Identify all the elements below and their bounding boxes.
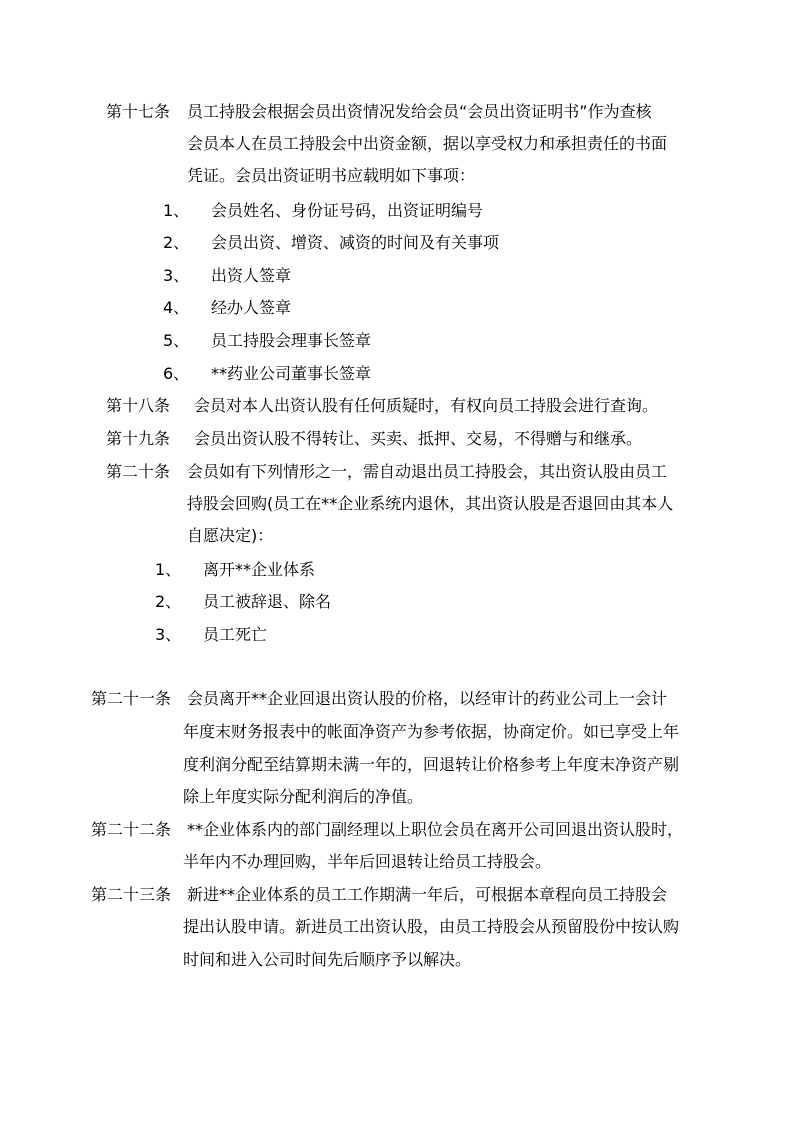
article-17-item-3-text: 出资人签章 (211, 266, 292, 285)
article-17-line-3: 凭证。会员出资证明书应载明如下事项： (187, 166, 476, 185)
article-21-line-2: 年度末财务报表中的帐面净资产为参考依据，协商定价。如已享受上年 (183, 722, 680, 741)
article-17-item-6-number: 6、 (163, 364, 190, 383)
article-17-item-1-number: 1、 (163, 201, 190, 220)
article-17-item-3-number: 3、 (163, 266, 190, 285)
article-21-line-1: 会员离开**企业回退出资认股的价格，以经审计的药业公司上一会计 (187, 689, 668, 708)
article-21-line-3: 度利润分配至结算期未满一年的，回退转让价格参考上年度末净资产剔 (183, 755, 680, 774)
article-23-line-3: 时间和进入公司时间先后顺序予以解决。 (183, 950, 472, 969)
article-17-line-2: 会员本人在员工持股会中出资金额，据以享受权力和承担责任的书面 (187, 134, 668, 153)
article-20-line-3: 自愿决定)： (187, 526, 274, 545)
article-20-item-3-number: 3、 (155, 625, 182, 644)
article-20-item-2-text: 员工被辞退、除名 (203, 592, 332, 611)
article-21-line-4: 除上年度实际分配利润后的净值。 (183, 787, 424, 806)
article-20-item-2-number: 2、 (155, 592, 182, 611)
article-22-line-2: 半年内不办理回购，半年后回退转让给员工持股会。 (183, 852, 552, 871)
article-17-item-5-number: 5、 (163, 331, 190, 350)
article-18-line-1: 会员对本人出资认股有任何质疑时，有权向员工持股会进行查询。 (194, 396, 659, 415)
article-23-label: 第二十三条 (91, 885, 172, 904)
article-20-item-1-number: 1、 (155, 560, 182, 579)
article-20-line-1: 会员如有下列情形之一，需自动退出员工持股会，其出资认股由员工 (187, 462, 668, 481)
article-20-line-2: 持股会回购(员工在**企业系统内退休，其出资认股是否退回由其本人 (187, 494, 674, 513)
article-17-line-1: 员工持股会根据会员出资情况发给会员“会员出资证明书”作为查核 (187, 102, 652, 121)
article-17-item-1-text: 会员姓名、身份证号码，出资证明编号 (211, 201, 484, 220)
article-20-item-3-text: 员工死亡 (203, 625, 268, 644)
article-21-label: 第二十一条 (91, 689, 172, 708)
article-22-label: 第二十二条 (91, 820, 172, 839)
article-23-line-2: 提出认股申请。新进员工出资认股，由员工持股会从预留股份中按认购 (183, 917, 680, 936)
article-17-item-5-text: 员工持股会理事长签章 (211, 331, 372, 350)
article-17-item-4-number: 4、 (163, 298, 190, 317)
article-19-label: 第十九条 (106, 429, 171, 448)
article-20-label: 第二十条 (106, 462, 171, 481)
article-17-item-6-text: **药业公司董事长签章 (211, 364, 372, 383)
article-22-line-1: **企业体系内的部门副经理以上职位会员在离开公司回退出资认股时， (187, 820, 684, 839)
article-17-item-4-text: 经办人签章 (211, 298, 292, 317)
article-17-item-2-number: 2、 (163, 233, 190, 252)
article-17-item-2-text: 会员出资、增资、减资的时间及有关事项 (211, 233, 500, 252)
article-17-label: 第十七条 (106, 102, 171, 121)
article-18-label: 第十八条 (106, 396, 171, 415)
article-19-line-1: 会员出资认股不得转让、买卖、抵押、交易，不得赠与和继承。 (194, 429, 643, 448)
article-20-item-1-text: 离开**企业体系 (203, 560, 316, 579)
article-23-line-1: 新进**企业体系的员工工作期满一年后，可根据本章程向员工持股会 (187, 885, 668, 904)
